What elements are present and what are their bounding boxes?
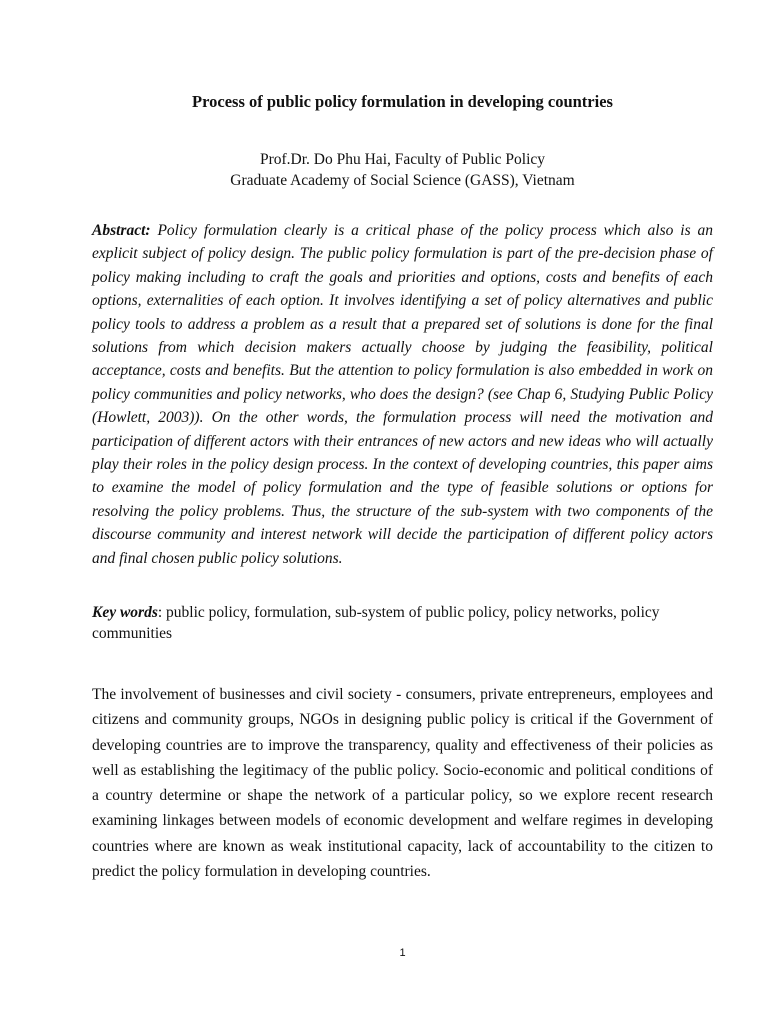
abstract-text: Policy formulation clearly is a critical phase of the policy process which also is an explicit subject of policy design. The public policy formulation is part of the pre-decision phase of policy making including to craft the goals and priorities and options, costs and benefits of each options, externalities of each option. It involves identifying a set of policy alternatives and public policy tools to address a problem as a result that a prepared set of solutions is done for the final solutions from which decision makers actually choose by judging the feasibility, political acceptance, costs and benefits. But the attention to policy formulation is also embedded in work on policy communities and policy networks, who does the design? (see Chap 6, Studying Public Policy (Howlett, 2003)). On the other words, the formulation process will need the motivation and participation of different actors with their entrances of new actors and new ideas who will actually play their roles in the policy design process. In the context of developing countries, this paper aims to examine the model of policy formulation and the type of feasible solutions or options for resolving the policy problems. Thus, the structure of the sub-system with two components of the discourse community and interest network will decide the participation of different policy actors and final chosen public policy solutions. — [92, 222, 713, 567]
page-number: 1 — [399, 947, 406, 959]
keywords-label: Key words — [92, 604, 158, 621]
author-line: Prof.Dr. Do Phu Hai, Faculty of Public Policy — [259, 151, 546, 168]
keywords — [92, 602, 713, 644]
paper-title: Process of public policy formulation in developing countries — [192, 92, 613, 111]
abstract — [92, 219, 713, 570]
abstract-label: Abstract: — [92, 222, 151, 239]
author-block — [0, 149, 768, 191]
affiliation-line: Graduate Academy of Social Science (GASS), Vietnam — [230, 172, 575, 189]
keywords-text: : public policy, formulation, sub-system of public policy, policy networks, policy communities — [92, 604, 660, 642]
body-paragraph: The involvement of businesses and civil society - consumers, private entrepreneurs, employees and citizens and community groups, NGOs in designing public policy is critical if the Government of developing countries are to improve the transparency, quality and effectiveness of their policies as well as establishing the legitimacy of the public policy. Socio-economic and political conditions of a country determine or shape the network of a particular policy, so we explore recent research examining linkages between models of economic development and welfare regimes in developing countries where are known as weak institutional capacity, lack of accountability to the citizen to predict the policy formulation in developing countries. — [92, 686, 713, 881]
